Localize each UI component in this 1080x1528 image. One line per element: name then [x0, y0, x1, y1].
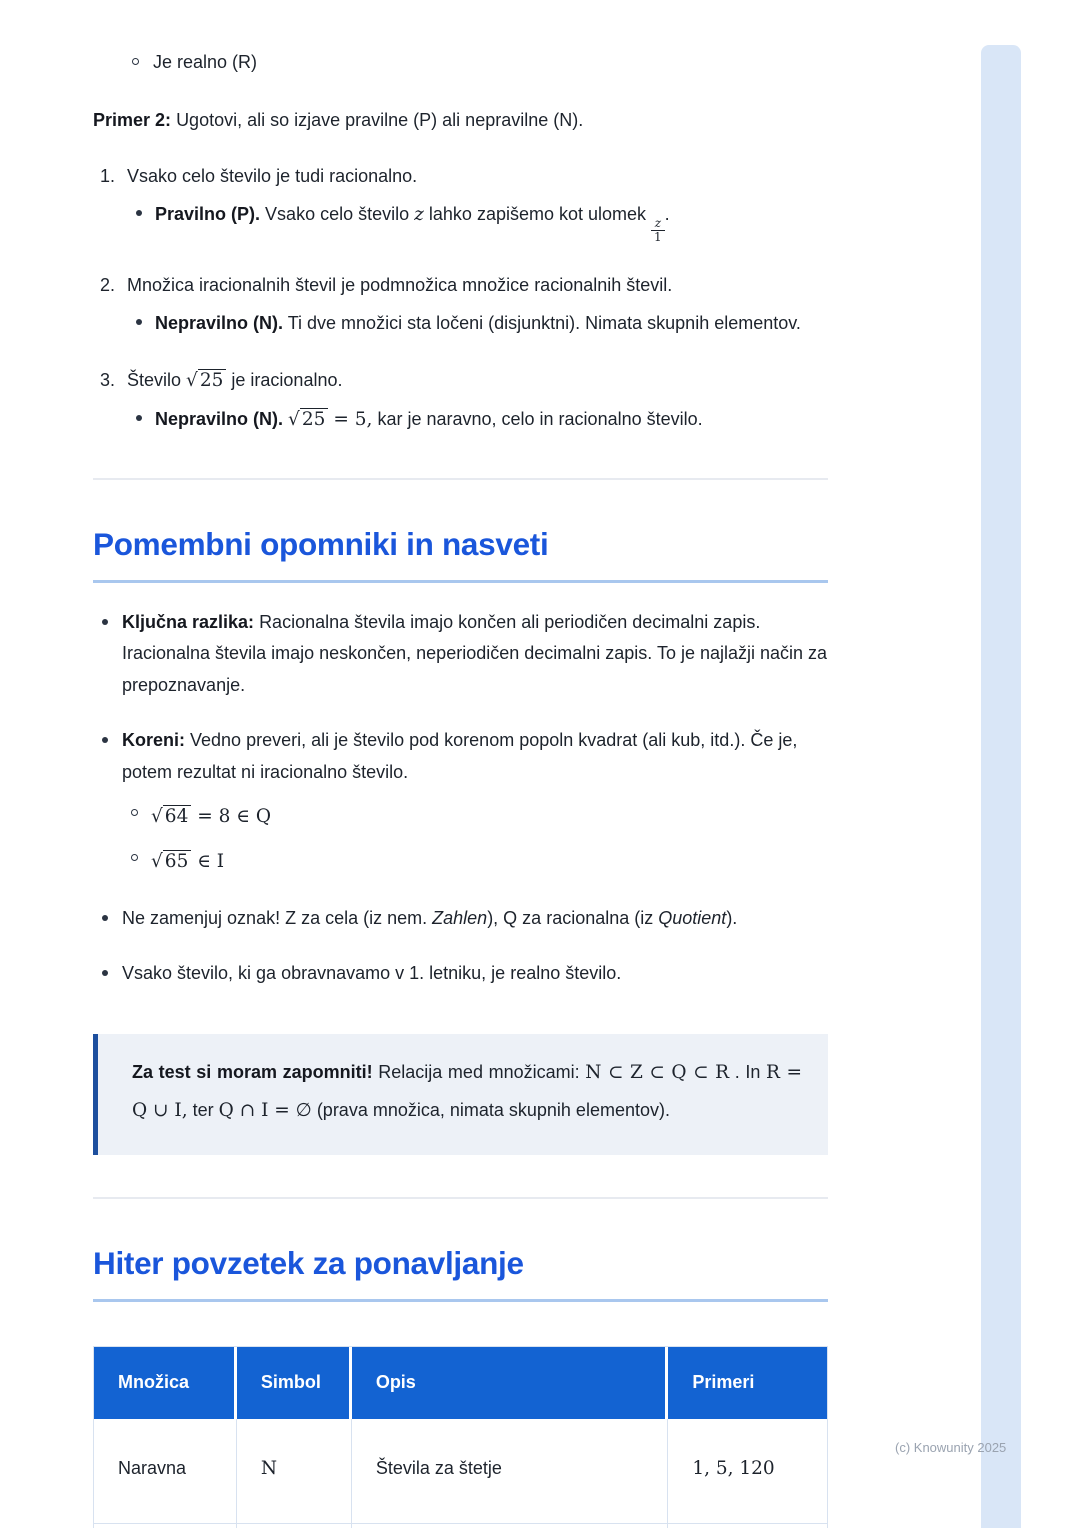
document-content — [93, 0, 828, 1528]
column-header-set: Množica — [94, 1347, 237, 1419]
reminder-text — [122, 607, 828, 702]
number-sets-table — [93, 1346, 828, 1528]
reminders-list — [93, 607, 828, 990]
item-number: 3. — [100, 370, 116, 391]
circle-bullet-icon — [131, 809, 138, 816]
reminder-label: Ključna razlika: — [122, 611, 255, 632]
list-item — [93, 607, 828, 702]
primer-label: Primer 2: — [93, 109, 172, 130]
math-expression — [151, 845, 224, 878]
column-header-examples: Primeri — [668, 1347, 827, 1419]
item-number: 2. — [100, 275, 116, 296]
statement-row — [93, 272, 828, 300]
verdict-label: Nepravilno (N). — [155, 312, 284, 333]
answer-text — [155, 307, 828, 339]
fraction-numerator: z — [654, 215, 662, 230]
statements-list — [93, 163, 828, 437]
item-number: 1. — [100, 165, 116, 186]
list-item — [93, 903, 828, 935]
table-header-row — [94, 1347, 827, 1419]
list-item — [93, 958, 828, 990]
statement-fragment: je iracionalno. — [231, 370, 343, 391]
math-relation: Q ∩ I = ∅ — [218, 1099, 312, 1121]
list-item — [93, 725, 828, 879]
math-expression — [151, 800, 271, 833]
callout-text: . In — [734, 1061, 761, 1082]
answer-text — [155, 403, 828, 436]
math-fragment: = 8 ∈ Q — [197, 806, 272, 828]
disc-bullet-icon — [136, 210, 142, 216]
disc-bullet-icon — [102, 737, 108, 743]
sqrt-expression: √ 25 — [288, 408, 328, 430]
answer-fragment: . — [664, 203, 670, 224]
statement-item-2 — [93, 272, 828, 339]
reminder-text — [122, 725, 828, 879]
disc-bullet-icon — [136, 319, 142, 325]
reminder-body: ), Q za racionalna (iz — [487, 907, 654, 928]
sqrt-expression: √ 64 — [151, 805, 191, 827]
sqrt-radicand: 25 — [300, 408, 329, 430]
fraction-denominator: 1 — [651, 230, 665, 244]
sqrt-expression: √ 25 — [186, 369, 226, 391]
reminder-text — [122, 903, 828, 935]
answer-row — [93, 198, 828, 244]
answer-fragment: lahko zapišemo kot ulomek — [428, 203, 647, 224]
sqrt-radicand: 64 — [163, 805, 192, 827]
section-divider — [93, 478, 828, 480]
sqrt-radicand: 25 — [198, 369, 227, 391]
primer-text: Ugotovi, ali so izjave pravilne (P) ali nepravilne (N). — [176, 109, 584, 130]
reminder-text: Vsako število, ki ga obravnavamo v 1. letniku, je realno število. — [122, 963, 622, 984]
callout-label: Za test si moram zapomniti! — [132, 1061, 373, 1082]
disc-bullet-icon — [102, 970, 108, 976]
cell-set-symbol: N — [237, 1419, 352, 1525]
math-fragment: = 5, — [333, 409, 373, 430]
list-item — [122, 800, 828, 833]
math-variable: z — [414, 203, 424, 225]
math-relation: R = Q ∪ I, — [132, 1061, 802, 1121]
column-header-symbol: Simbol — [237, 1347, 352, 1419]
answer-text — [155, 198, 828, 244]
table-body — [94, 1419, 827, 1528]
footer-credit: (c) Knowunity 2025 — [895, 1440, 1007, 1455]
statement-row — [93, 163, 828, 191]
statement-fragment: Število — [127, 370, 182, 391]
column-header-desc: Opis — [352, 1347, 669, 1419]
table-header — [94, 1347, 827, 1419]
reminder-body: Ne zamenjuj oznak! Z za cela (iz nem. — [122, 907, 428, 928]
disc-bullet-icon — [102, 619, 108, 625]
sub-bullet-text: Je realno (R) — [153, 52, 258, 72]
answer-row — [93, 403, 828, 436]
italic-term: Zahlen — [432, 907, 488, 928]
table-row — [94, 1419, 827, 1525]
circle-bullet-icon — [132, 58, 139, 65]
cell-set-examples: 1, 5, 120 — [668, 1419, 827, 1525]
cell-set-description: Števila za štetje — [352, 1419, 669, 1525]
section-divider — [93, 1197, 828, 1199]
statement-text: Množica iracionalnih števil je podmnožica množice racionalnih števil. — [127, 275, 673, 296]
answer-fragment: Vsako celo število — [265, 203, 410, 224]
sqrt-expression: √ 65 — [151, 850, 191, 872]
reminder-label: Koreni: — [122, 730, 185, 751]
test-reminder-callout — [93, 1034, 828, 1156]
math-fraction — [651, 217, 665, 244]
answer-fragment: kar je naravno, celo in racionalno število. — [377, 409, 703, 429]
section-title-summary: Hiter povzetek za ponavljanje — [93, 1245, 828, 1301]
list-item — [93, 49, 828, 77]
primer-paragraph — [93, 107, 828, 135]
answer-row — [93, 307, 828, 339]
disc-bullet-icon — [102, 915, 108, 921]
reminder-body: ). — [726, 907, 738, 928]
statement-text — [127, 367, 828, 396]
verdict-label: Pravilno (P). — [155, 203, 261, 224]
table-row-partial — [94, 1524, 827, 1528]
list-item — [122, 845, 828, 878]
callout-text: ter — [192, 1099, 214, 1120]
disc-bullet-icon — [136, 415, 142, 421]
italic-term: Quotient — [658, 907, 727, 928]
callout-text: (prava množica, nimata skupnih elementov). — [316, 1099, 670, 1120]
reminder-body: Vedno preveri, ali je število pod korenom popoln kvadrat (ali kub, itd.). Če je, potem rezultat ni iracionalno število. — [122, 730, 798, 782]
statement-text: Vsako celo število je tudi racionalno. — [127, 165, 418, 186]
scrollbar-track[interactable] — [981, 45, 1021, 1528]
sqrt-radicand: 65 — [163, 850, 192, 872]
verdict-label: Nepravilno (N). — [155, 409, 284, 429]
section-title-reminders: Pomembni opomniki in nasveti — [93, 526, 828, 582]
statement-row — [93, 367, 828, 396]
callout-text: Relacija med množicami: — [378, 1061, 580, 1082]
reminder-body: Racionalna števila imajo končen ali periodičen decimalni zapis. Iracionalna števila imajo neskončen, neperiodičen decimalni zapis. To je najlažji način za prepoznavanje. — [122, 611, 828, 695]
cell-set-name: Naravna — [94, 1419, 237, 1525]
answer-fragment: Ti dve množici sta ločeni (disjunktni). Nimata skupnih elementov. — [287, 312, 801, 333]
math-fragment: ∈ I — [197, 851, 225, 873]
statement-item-3 — [93, 367, 828, 436]
math-relation: N ⊂ Z ⊂ Q ⊂ R — [585, 1061, 730, 1083]
statement-item-1 — [93, 163, 828, 244]
circle-bullet-icon — [131, 854, 138, 861]
